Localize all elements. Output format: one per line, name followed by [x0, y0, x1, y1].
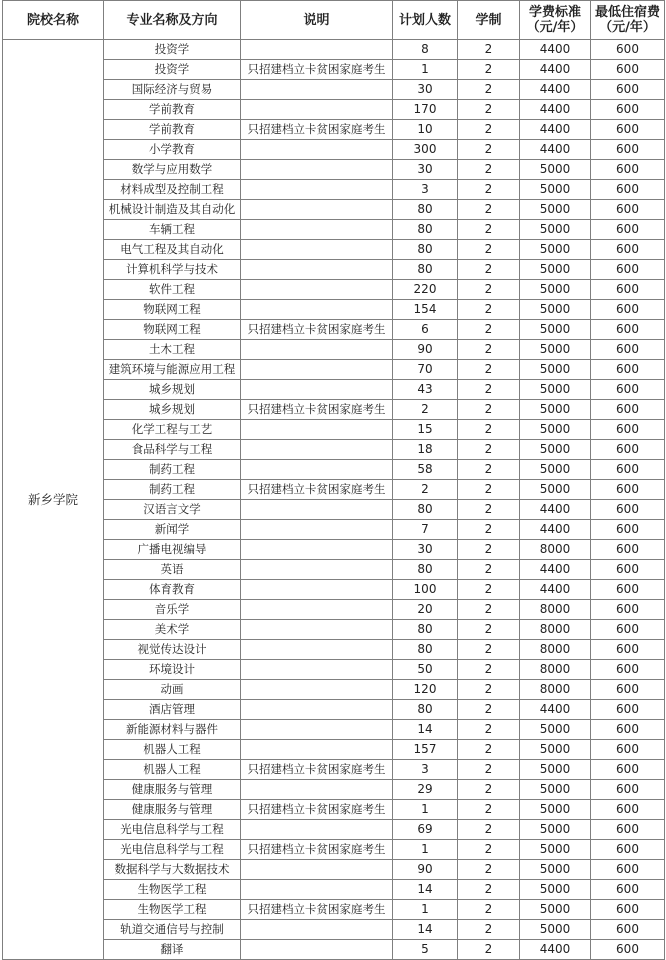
major-cell: 动画: [104, 680, 241, 700]
header-school: 院校名称: [3, 1, 104, 40]
lodging-cell: 600: [591, 220, 665, 240]
years-cell: 2: [458, 800, 520, 820]
table-body: [3, 40, 665, 960]
major-cell: 学前教育: [104, 100, 241, 120]
tuition-cell: 5000: [520, 480, 591, 500]
header-row: [3, 1, 665, 40]
tuition-cell: 5000: [520, 160, 591, 180]
header-note: 说明: [241, 1, 393, 40]
plan-cell: 14: [393, 920, 458, 940]
plan-cell: 120: [393, 680, 458, 700]
plan-cell: 90: [393, 860, 458, 880]
note-cell: [241, 300, 393, 320]
note-cell: [241, 780, 393, 800]
lodging-cell: 600: [591, 320, 665, 340]
lodging-cell: 600: [591, 180, 665, 200]
tuition-cell: 4400: [520, 140, 591, 160]
years-cell: 2: [458, 380, 520, 400]
plan-cell: 100: [393, 580, 458, 600]
note-cell: [241, 680, 393, 700]
major-cell: 轨道交通信号与控制: [104, 920, 241, 940]
major-cell: 制药工程: [104, 460, 241, 480]
years-cell: 2: [458, 340, 520, 360]
note-cell: [241, 640, 393, 660]
years-cell: 2: [458, 880, 520, 900]
lodging-cell: 600: [591, 500, 665, 520]
tuition-cell: 5000: [520, 240, 591, 260]
note-cell: [241, 240, 393, 260]
tuition-cell: 8000: [520, 540, 591, 560]
plan-cell: 3: [393, 760, 458, 780]
note-cell: 只招建档立卡贫困家庭考生: [241, 800, 393, 820]
major-cell: 机械设计制造及其自动化: [104, 200, 241, 220]
major-cell: 光电信息科学与工程: [104, 840, 241, 860]
tuition-cell: 5000: [520, 300, 591, 320]
tuition-cell: 4400: [520, 100, 591, 120]
tuition-cell: 4400: [520, 520, 591, 540]
major-cell: 健康服务与管理: [104, 780, 241, 800]
years-cell: 2: [458, 280, 520, 300]
years-cell: 2: [458, 420, 520, 440]
note-cell: [241, 260, 393, 280]
tuition-cell: 5000: [520, 360, 591, 380]
major-cell: 国际经济与贸易: [104, 80, 241, 100]
years-cell: 2: [458, 820, 520, 840]
tuition-cell: 4400: [520, 700, 591, 720]
tuition-cell: 5000: [520, 900, 591, 920]
major-cell: 美术学: [104, 620, 241, 640]
note-cell: 只招建档立卡贫困家庭考生: [241, 480, 393, 500]
plan-cell: 29: [393, 780, 458, 800]
lodging-cell: 600: [591, 140, 665, 160]
note-cell: 只招建档立卡贫困家庭考生: [241, 900, 393, 920]
lodging-cell: 600: [591, 240, 665, 260]
major-cell: 城乡规划: [104, 400, 241, 420]
years-cell: 2: [458, 480, 520, 500]
tuition-cell: 5000: [520, 820, 591, 840]
lodging-cell: 600: [591, 820, 665, 840]
note-cell: [241, 340, 393, 360]
plan-cell: 80: [393, 700, 458, 720]
major-cell: 汉语言文学: [104, 500, 241, 520]
note-cell: [241, 500, 393, 520]
major-cell: 食品科学与工程: [104, 440, 241, 460]
tuition-cell: 5000: [520, 420, 591, 440]
note-cell: 只招建档立卡贫困家庭考生: [241, 400, 393, 420]
lodging-cell: 600: [591, 120, 665, 140]
note-cell: 只招建档立卡贫困家庭考生: [241, 320, 393, 340]
lodging-cell: 600: [591, 840, 665, 860]
major-cell: 环境设计: [104, 660, 241, 680]
tuition-cell: 5000: [520, 280, 591, 300]
note-cell: [241, 920, 393, 940]
years-cell: 2: [458, 540, 520, 560]
table-header: [3, 1, 665, 40]
lodging-cell: 600: [591, 280, 665, 300]
lodging-cell: 600: [591, 360, 665, 380]
major-cell: 广播电视编导: [104, 540, 241, 560]
lodging-cell: 600: [591, 760, 665, 780]
major-cell: 城乡规划: [104, 380, 241, 400]
major-cell: 物联网工程: [104, 300, 241, 320]
lodging-cell: 600: [591, 60, 665, 80]
header-lodging: [591, 1, 665, 40]
note-cell: [241, 440, 393, 460]
tuition-cell: 8000: [520, 600, 591, 620]
lodging-cell: 600: [591, 560, 665, 580]
years-cell: 2: [458, 940, 520, 960]
lodging-cell: 600: [591, 260, 665, 280]
years-cell: 2: [458, 660, 520, 680]
lodging-cell: 600: [591, 160, 665, 180]
years-cell: 2: [458, 320, 520, 340]
major-cell: 投资学: [104, 40, 241, 60]
tuition-cell: 8000: [520, 640, 591, 660]
years-cell: 2: [458, 120, 520, 140]
lodging-cell: 600: [591, 780, 665, 800]
major-cell: 数学与应用数学: [104, 160, 241, 180]
note-cell: [241, 940, 393, 960]
note-cell: [241, 880, 393, 900]
plan-cell: 80: [393, 260, 458, 280]
header-tuition: [520, 1, 591, 40]
tuition-cell: 5000: [520, 260, 591, 280]
plan-cell: 7: [393, 520, 458, 540]
tuition-cell: 5000: [520, 880, 591, 900]
school-name-cell: 新乡学院: [3, 40, 104, 960]
major-cell: 光电信息科学与工程: [104, 820, 241, 840]
header-tuition-line2: （元/年）: [526, 20, 584, 35]
years-cell: 2: [458, 300, 520, 320]
years-cell: 2: [458, 220, 520, 240]
tuition-cell: 5000: [520, 800, 591, 820]
lodging-cell: 600: [591, 680, 665, 700]
note-cell: 只招建档立卡贫困家庭考生: [241, 760, 393, 780]
plan-cell: 14: [393, 880, 458, 900]
tuition-cell: 4400: [520, 60, 591, 80]
lodging-cell: 600: [591, 400, 665, 420]
plan-cell: 220: [393, 280, 458, 300]
plan-cell: 80: [393, 640, 458, 660]
tuition-cell: 4400: [520, 940, 591, 960]
major-cell: 英语: [104, 560, 241, 580]
note-cell: [241, 380, 393, 400]
plan-cell: 2: [393, 480, 458, 500]
tuition-cell: 4400: [520, 120, 591, 140]
lodging-cell: 600: [591, 540, 665, 560]
note-cell: [241, 140, 393, 160]
years-cell: 2: [458, 60, 520, 80]
note-cell: [241, 660, 393, 680]
note-cell: [241, 580, 393, 600]
note-cell: [241, 520, 393, 540]
years-cell: 2: [458, 360, 520, 380]
plan-cell: 30: [393, 540, 458, 560]
lodging-cell: 600: [591, 700, 665, 720]
plan-cell: 18: [393, 440, 458, 460]
note-cell: [241, 160, 393, 180]
years-cell: 2: [458, 40, 520, 60]
plan-cell: 170: [393, 100, 458, 120]
lodging-cell: 600: [591, 800, 665, 820]
years-cell: 2: [458, 80, 520, 100]
years-cell: 2: [458, 100, 520, 120]
plan-cell: 70: [393, 360, 458, 380]
tuition-cell: 5000: [520, 860, 591, 880]
major-cell: 物联网工程: [104, 320, 241, 340]
plan-cell: 300: [393, 140, 458, 160]
tuition-cell: 4400: [520, 500, 591, 520]
note-cell: [241, 820, 393, 840]
years-cell: 2: [458, 920, 520, 940]
years-cell: 2: [458, 180, 520, 200]
lodging-cell: 600: [591, 740, 665, 760]
note-cell: [241, 80, 393, 100]
header-plan: 计划人数: [393, 1, 458, 40]
tuition-cell: 8000: [520, 680, 591, 700]
major-cell: 机器人工程: [104, 760, 241, 780]
years-cell: 2: [458, 260, 520, 280]
lodging-cell: 600: [591, 40, 665, 60]
tuition-cell: 8000: [520, 620, 591, 640]
plan-cell: 58: [393, 460, 458, 480]
years-cell: 2: [458, 620, 520, 640]
major-cell: 机器人工程: [104, 740, 241, 760]
tuition-cell: 5000: [520, 340, 591, 360]
lodging-cell: 600: [591, 900, 665, 920]
note-cell: 只招建档立卡贫困家庭考生: [241, 60, 393, 80]
major-cell: 生物医学工程: [104, 880, 241, 900]
major-cell: 土木工程: [104, 340, 241, 360]
tuition-cell: 8000: [520, 660, 591, 680]
plan-cell: 1: [393, 900, 458, 920]
plan-cell: 20: [393, 600, 458, 620]
note-cell: [241, 720, 393, 740]
plan-cell: 10: [393, 120, 458, 140]
note-cell: [241, 200, 393, 220]
years-cell: 2: [458, 600, 520, 620]
lodging-cell: 600: [591, 80, 665, 100]
tuition-cell: 5000: [520, 920, 591, 940]
lodging-cell: 600: [591, 460, 665, 480]
tuition-cell: 4400: [520, 80, 591, 100]
note-cell: [241, 600, 393, 620]
years-cell: 2: [458, 140, 520, 160]
plan-cell: 3: [393, 180, 458, 200]
plan-cell: 1: [393, 840, 458, 860]
plan-cell: 50: [393, 660, 458, 680]
lodging-cell: 600: [591, 860, 665, 880]
tuition-cell: 5000: [520, 380, 591, 400]
tuition-cell: 5000: [520, 760, 591, 780]
note-cell: [241, 40, 393, 60]
tuition-cell: 5000: [520, 400, 591, 420]
years-cell: 2: [458, 560, 520, 580]
years-cell: 2: [458, 460, 520, 480]
years-cell: 2: [458, 500, 520, 520]
plan-cell: 80: [393, 240, 458, 260]
plan-cell: 1: [393, 60, 458, 80]
lodging-cell: 600: [591, 480, 665, 500]
major-cell: 制药工程: [104, 480, 241, 500]
years-cell: 2: [458, 520, 520, 540]
major-cell: 化学工程与工艺: [104, 420, 241, 440]
tuition-cell: 5000: [520, 220, 591, 240]
plan-cell: 69: [393, 820, 458, 840]
tuition-cell: 5000: [520, 320, 591, 340]
major-cell: 建筑环境与能源应用工程: [104, 360, 241, 380]
note-cell: [241, 740, 393, 760]
major-cell: 健康服务与管理: [104, 800, 241, 820]
major-cell: 体育教育: [104, 580, 241, 600]
lodging-cell: 600: [591, 300, 665, 320]
years-cell: 2: [458, 740, 520, 760]
plan-cell: 8: [393, 40, 458, 60]
lodging-cell: 600: [591, 520, 665, 540]
header-tuition-line1: 学费标准: [528, 5, 581, 20]
major-cell: 翻译: [104, 940, 241, 960]
tuition-cell: 5000: [520, 780, 591, 800]
years-cell: 2: [458, 640, 520, 660]
major-cell: 音乐学: [104, 600, 241, 620]
plan-cell: 15: [393, 420, 458, 440]
lodging-cell: 600: [591, 940, 665, 960]
major-cell: 视觉传达设计: [104, 640, 241, 660]
plan-cell: 90: [393, 340, 458, 360]
lodging-cell: 600: [591, 720, 665, 740]
major-cell: 计算机科学与技术: [104, 260, 241, 280]
years-cell: 2: [458, 840, 520, 860]
years-cell: 2: [458, 440, 520, 460]
lodging-cell: 600: [591, 340, 665, 360]
note-cell: [241, 360, 393, 380]
note-cell: [241, 540, 393, 560]
enrollment-table: [2, 0, 665, 960]
major-cell: 新能源材料与器件: [104, 720, 241, 740]
years-cell: 2: [458, 680, 520, 700]
lodging-cell: 600: [591, 580, 665, 600]
years-cell: 2: [458, 760, 520, 780]
years-cell: 2: [458, 720, 520, 740]
tuition-cell: 4400: [520, 580, 591, 600]
tuition-cell: 4400: [520, 40, 591, 60]
plan-cell: 30: [393, 80, 458, 100]
note-cell: [241, 220, 393, 240]
lodging-cell: 600: [591, 920, 665, 940]
years-cell: 2: [458, 700, 520, 720]
plan-cell: 5: [393, 940, 458, 960]
lodging-cell: 600: [591, 880, 665, 900]
header-lodging-line1: 最低住宿费: [594, 5, 660, 20]
header-major: 专业名称及方向: [104, 1, 241, 40]
note-cell: [241, 280, 393, 300]
lodging-cell: 600: [591, 380, 665, 400]
plan-cell: 154: [393, 300, 458, 320]
lodging-cell: 600: [591, 600, 665, 620]
plan-cell: 80: [393, 220, 458, 240]
plan-cell: 80: [393, 560, 458, 580]
note-cell: [241, 180, 393, 200]
lodging-cell: 600: [591, 420, 665, 440]
major-cell: 投资学: [104, 60, 241, 80]
note-cell: 只招建档立卡贫困家庭考生: [241, 840, 393, 860]
years-cell: 2: [458, 400, 520, 420]
plan-cell: 157: [393, 740, 458, 760]
years-cell: 2: [458, 160, 520, 180]
major-cell: 材料成型及控制工程: [104, 180, 241, 200]
lodging-cell: 600: [591, 440, 665, 460]
years-cell: 2: [458, 860, 520, 880]
header-years: 学制: [458, 1, 520, 40]
plan-cell: 80: [393, 200, 458, 220]
years-cell: 2: [458, 780, 520, 800]
years-cell: 2: [458, 240, 520, 260]
note-cell: [241, 100, 393, 120]
table-row: [3, 40, 665, 60]
lodging-cell: 600: [591, 640, 665, 660]
major-cell: 车辆工程: [104, 220, 241, 240]
lodging-cell: 600: [591, 620, 665, 640]
plan-cell: 14: [393, 720, 458, 740]
tuition-cell: 5000: [520, 200, 591, 220]
tuition-cell: 5000: [520, 840, 591, 860]
major-cell: 数据科学与大数据技术: [104, 860, 241, 880]
years-cell: 2: [458, 200, 520, 220]
header-lodging-line2: （元/年）: [599, 20, 656, 35]
note-cell: [241, 460, 393, 480]
note-cell: [241, 560, 393, 580]
note-cell: [241, 420, 393, 440]
plan-cell: 80: [393, 500, 458, 520]
plan-cell: 30: [393, 160, 458, 180]
tuition-cell: 5000: [520, 720, 591, 740]
tuition-cell: 5000: [520, 440, 591, 460]
major-cell: 软件工程: [104, 280, 241, 300]
plan-cell: 1: [393, 800, 458, 820]
major-cell: 新闻学: [104, 520, 241, 540]
lodging-cell: 600: [591, 660, 665, 680]
tuition-cell: 5000: [520, 180, 591, 200]
plan-cell: 43: [393, 380, 458, 400]
tuition-cell: 5000: [520, 740, 591, 760]
years-cell: 2: [458, 900, 520, 920]
lodging-cell: 600: [591, 100, 665, 120]
note-cell: [241, 620, 393, 640]
major-cell: 小学教育: [104, 140, 241, 160]
major-cell: 电气工程及其自动化: [104, 240, 241, 260]
lodging-cell: 600: [591, 200, 665, 220]
note-cell: [241, 860, 393, 880]
major-cell: 学前教育: [104, 120, 241, 140]
plan-cell: 80: [393, 620, 458, 640]
plan-cell: 6: [393, 320, 458, 340]
note-cell: [241, 700, 393, 720]
tuition-cell: 4400: [520, 560, 591, 580]
major-cell: 酒店管理: [104, 700, 241, 720]
note-cell: 只招建档立卡贫困家庭考生: [241, 120, 393, 140]
plan-cell: 2: [393, 400, 458, 420]
tuition-cell: 5000: [520, 460, 591, 480]
major-cell: 生物医学工程: [104, 900, 241, 920]
years-cell: 2: [458, 580, 520, 600]
